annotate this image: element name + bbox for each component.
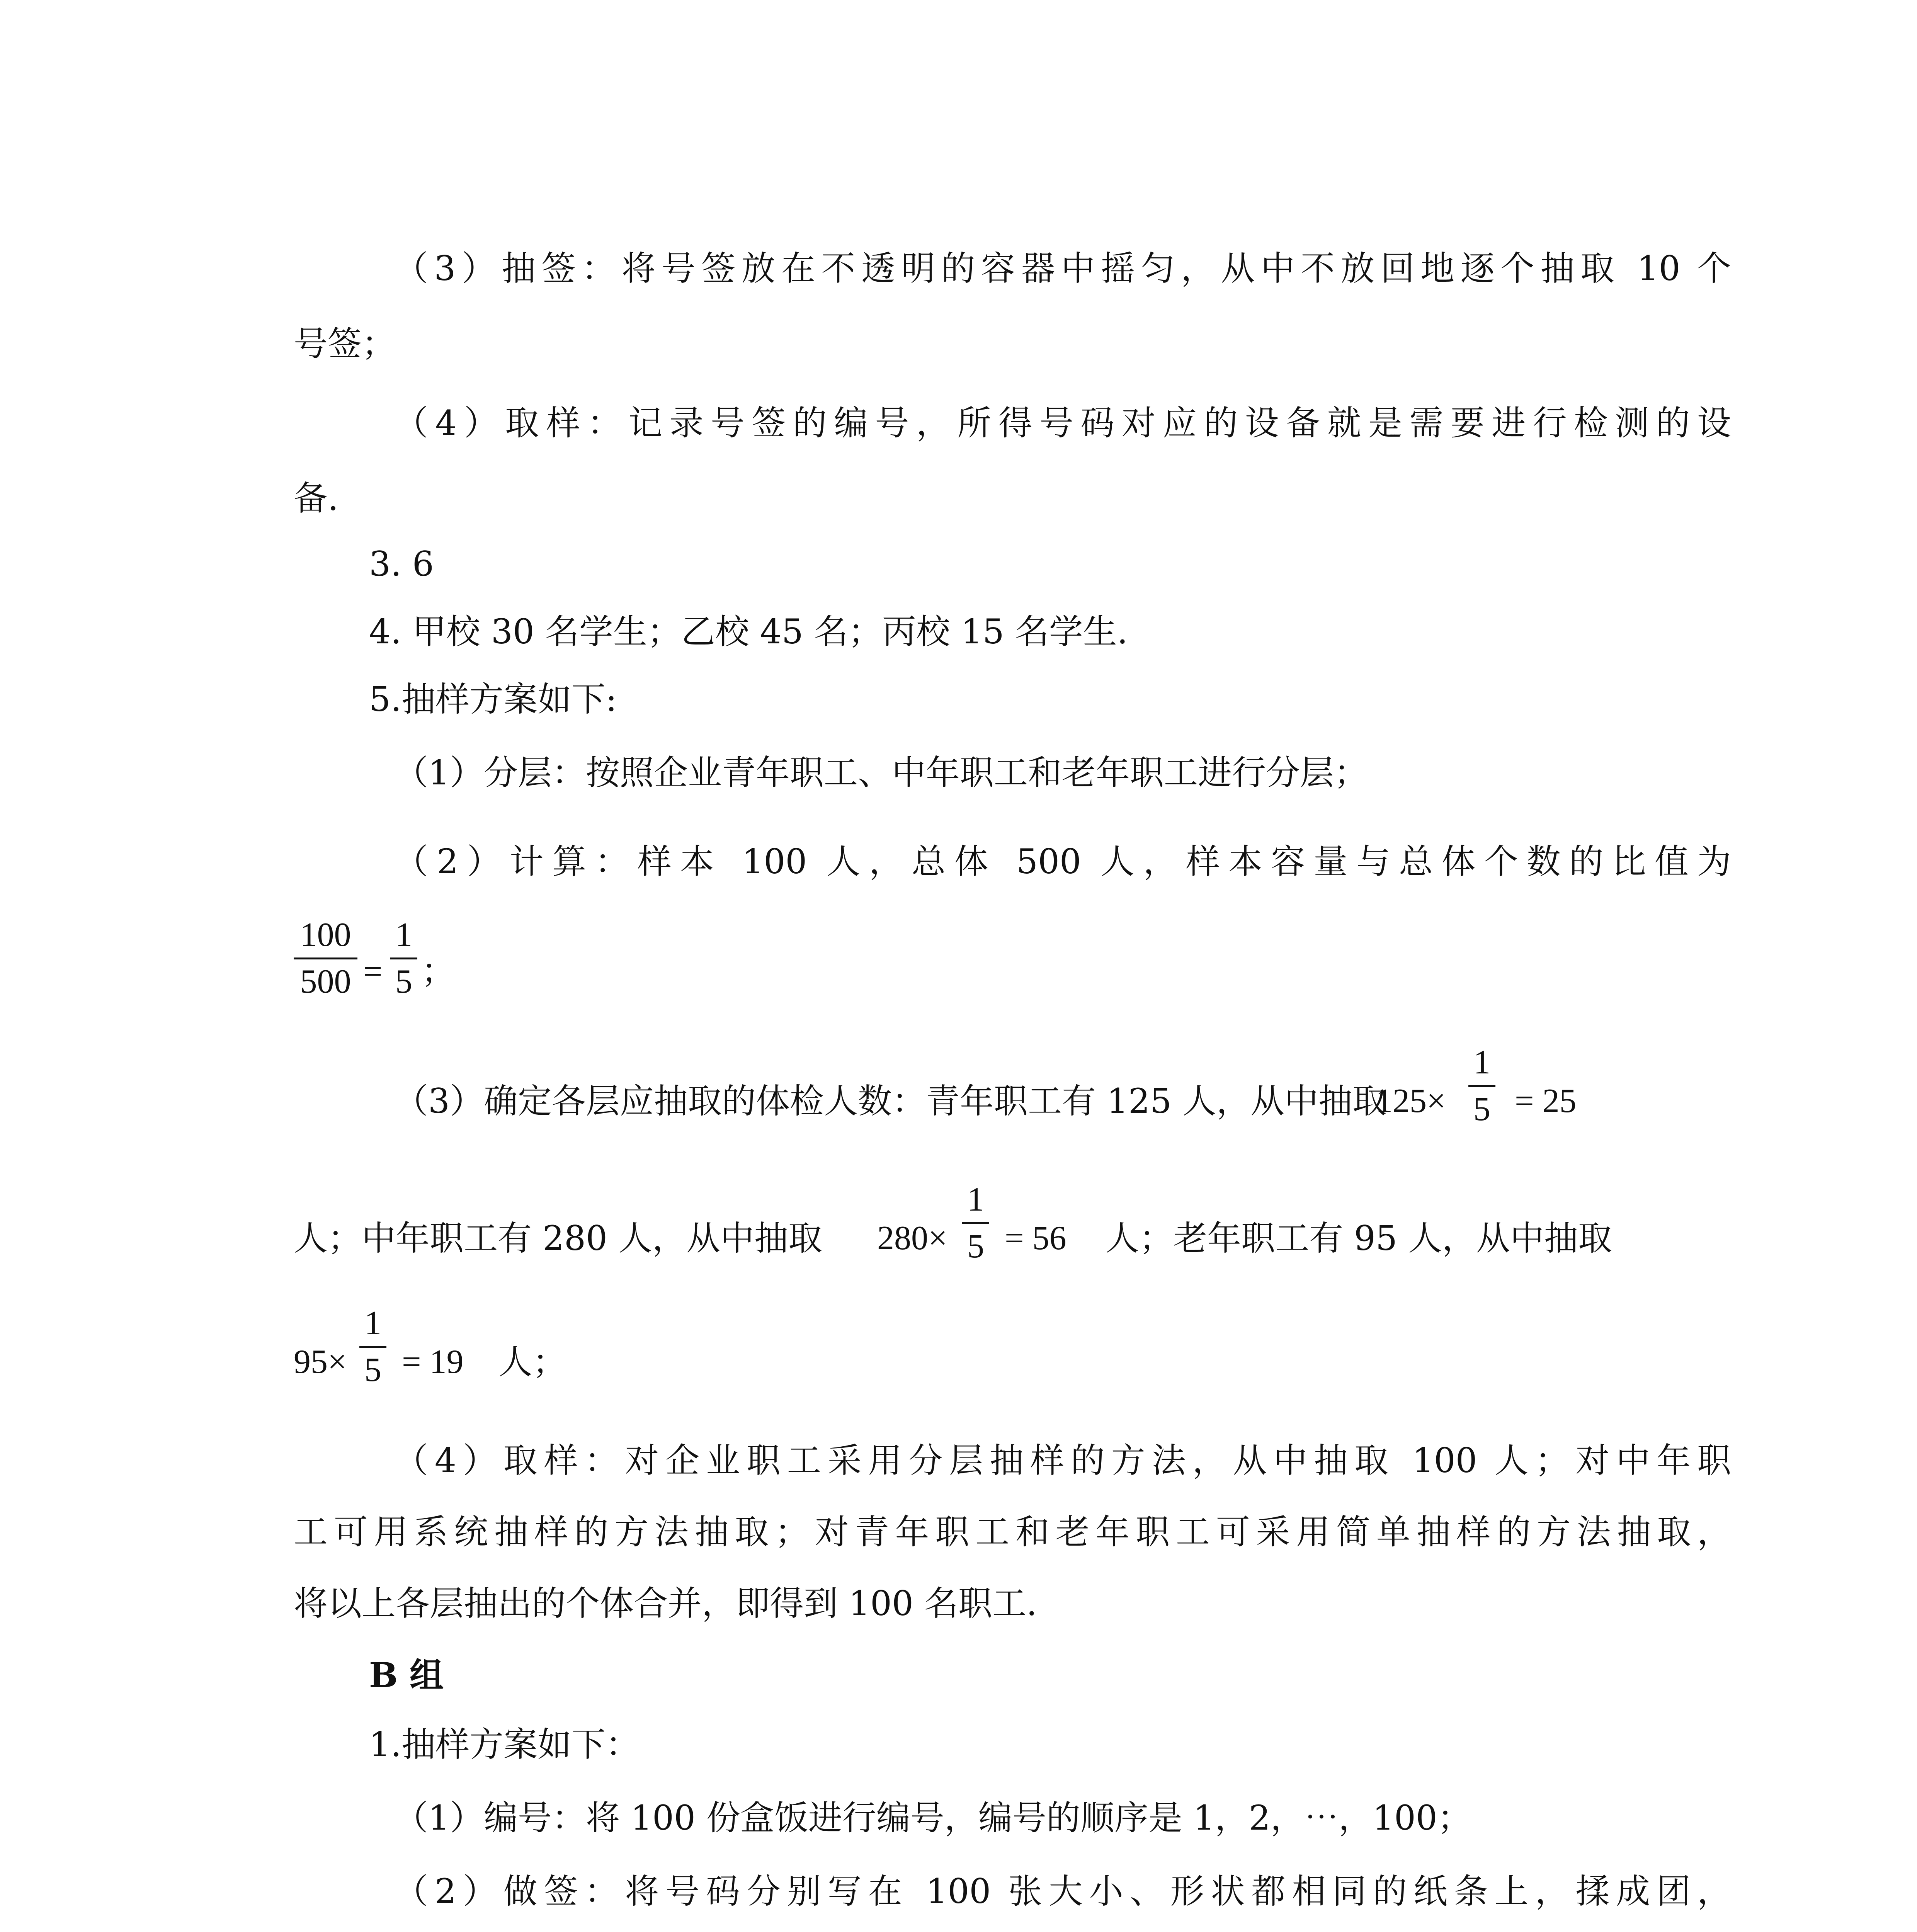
fraction-bar <box>1468 1085 1495 1087</box>
section-heading: 1.抽样方案如下： <box>369 1725 640 1764</box>
paragraph-line: （4）取样：记录号签的编号，所得号码对应的设备就是需要进行检测的设 <box>394 403 1731 443</box>
fraction-bar <box>359 1346 386 1348</box>
result-denominator: 5 <box>395 963 412 1000</box>
equals-sign: = <box>363 953 383 990</box>
paragraph-line: （2）做签：将号码分别写在 100 张大小、形状都相同的纸条上，揉成团， <box>394 1871 1731 1911</box>
paragraph-line: 人； <box>498 1342 567 1382</box>
ratio-numerator: 100 <box>300 916 351 954</box>
middle-fraction <box>962 1180 989 1266</box>
fraction-bar <box>390 957 417 959</box>
fraction-denominator: 5 <box>364 1351 381 1389</box>
paragraph-line: （1）分层：按照企业青年职工、中年职工和老年职工进行分层； <box>394 753 1368 793</box>
paragraph-line: 将以上各层抽出的个体合并，即得到 100 名职工. <box>294 1583 1037 1623</box>
fraction-numerator: 1 <box>1473 1044 1490 1081</box>
old-calc-result: = 19 <box>402 1343 464 1381</box>
ratio-denominator: 500 <box>300 963 351 1000</box>
young-calc-prefix: 125× <box>1376 1082 1446 1120</box>
fraction-bar <box>962 1222 989 1224</box>
answer-line: 4. 甲校 30 名学生；乙校 45 名；丙校 15 名学生. <box>369 612 1128 651</box>
fraction-numerator: 1 <box>364 1304 381 1342</box>
old-calc-prefix: 95× <box>294 1343 347 1381</box>
middle-calc-result: = 56 <box>1005 1219 1067 1257</box>
result-numerator: 1 <box>395 916 412 954</box>
middle-calc-prefix: 280× <box>877 1219 947 1257</box>
semicolon: ； <box>421 953 456 990</box>
fraction-numerator: 1 <box>967 1181 984 1218</box>
young-calc-result: = 25 <box>1515 1082 1577 1120</box>
section-heading: 5.抽样方案如下: <box>369 679 617 719</box>
paragraph-line: 人；老年职工有 95 人，从中抽取 <box>1105 1218 1612 1258</box>
answer-line: 3. 6 <box>369 544 434 584</box>
fraction-denominator: 5 <box>967 1228 984 1265</box>
paragraph-line: 人；中年职工有 280 人，从中抽取 <box>294 1218 822 1258</box>
paragraph-line: 工可用系统抽样的方法抽取；对青年职工和老年职工可采用简单抽样的方法抽取， <box>294 1512 1731 1552</box>
young-fraction <box>1468 1043 1495 1129</box>
paragraph-line: （1）编号：将 100 份盒饭进行编号，编号的顺序是 1，2，⋯，100； <box>394 1798 1471 1838</box>
old-fraction <box>359 1304 386 1389</box>
paragraph-line: （3）抽签：将号签放在不透明的容器中摇匀，从中不放回地逐个抽取 10 个 <box>394 248 1731 288</box>
group-heading: B 组 <box>369 1655 444 1695</box>
paragraph-line: 号签； <box>294 324 396 364</box>
result-fraction <box>390 916 417 1001</box>
paragraph-line: （3）确定各层应抽取的体检人数：青年职工有 125 人，从中抽取 <box>394 1081 1386 1121</box>
paragraph-line: （4）取样：对企业职工采用分层抽样的方法，从中抽取 100 人；对中年职 <box>394 1440 1731 1480</box>
fraction-denominator: 5 <box>1473 1090 1490 1128</box>
paragraph-line: 备. <box>294 478 338 518</box>
fraction-bar <box>294 957 357 959</box>
paragraph-line: （2）计算：样本 100 人，总体 500 人，样本容量与总体个数的比值为 <box>394 842 1731 881</box>
ratio-fraction <box>294 916 357 1001</box>
